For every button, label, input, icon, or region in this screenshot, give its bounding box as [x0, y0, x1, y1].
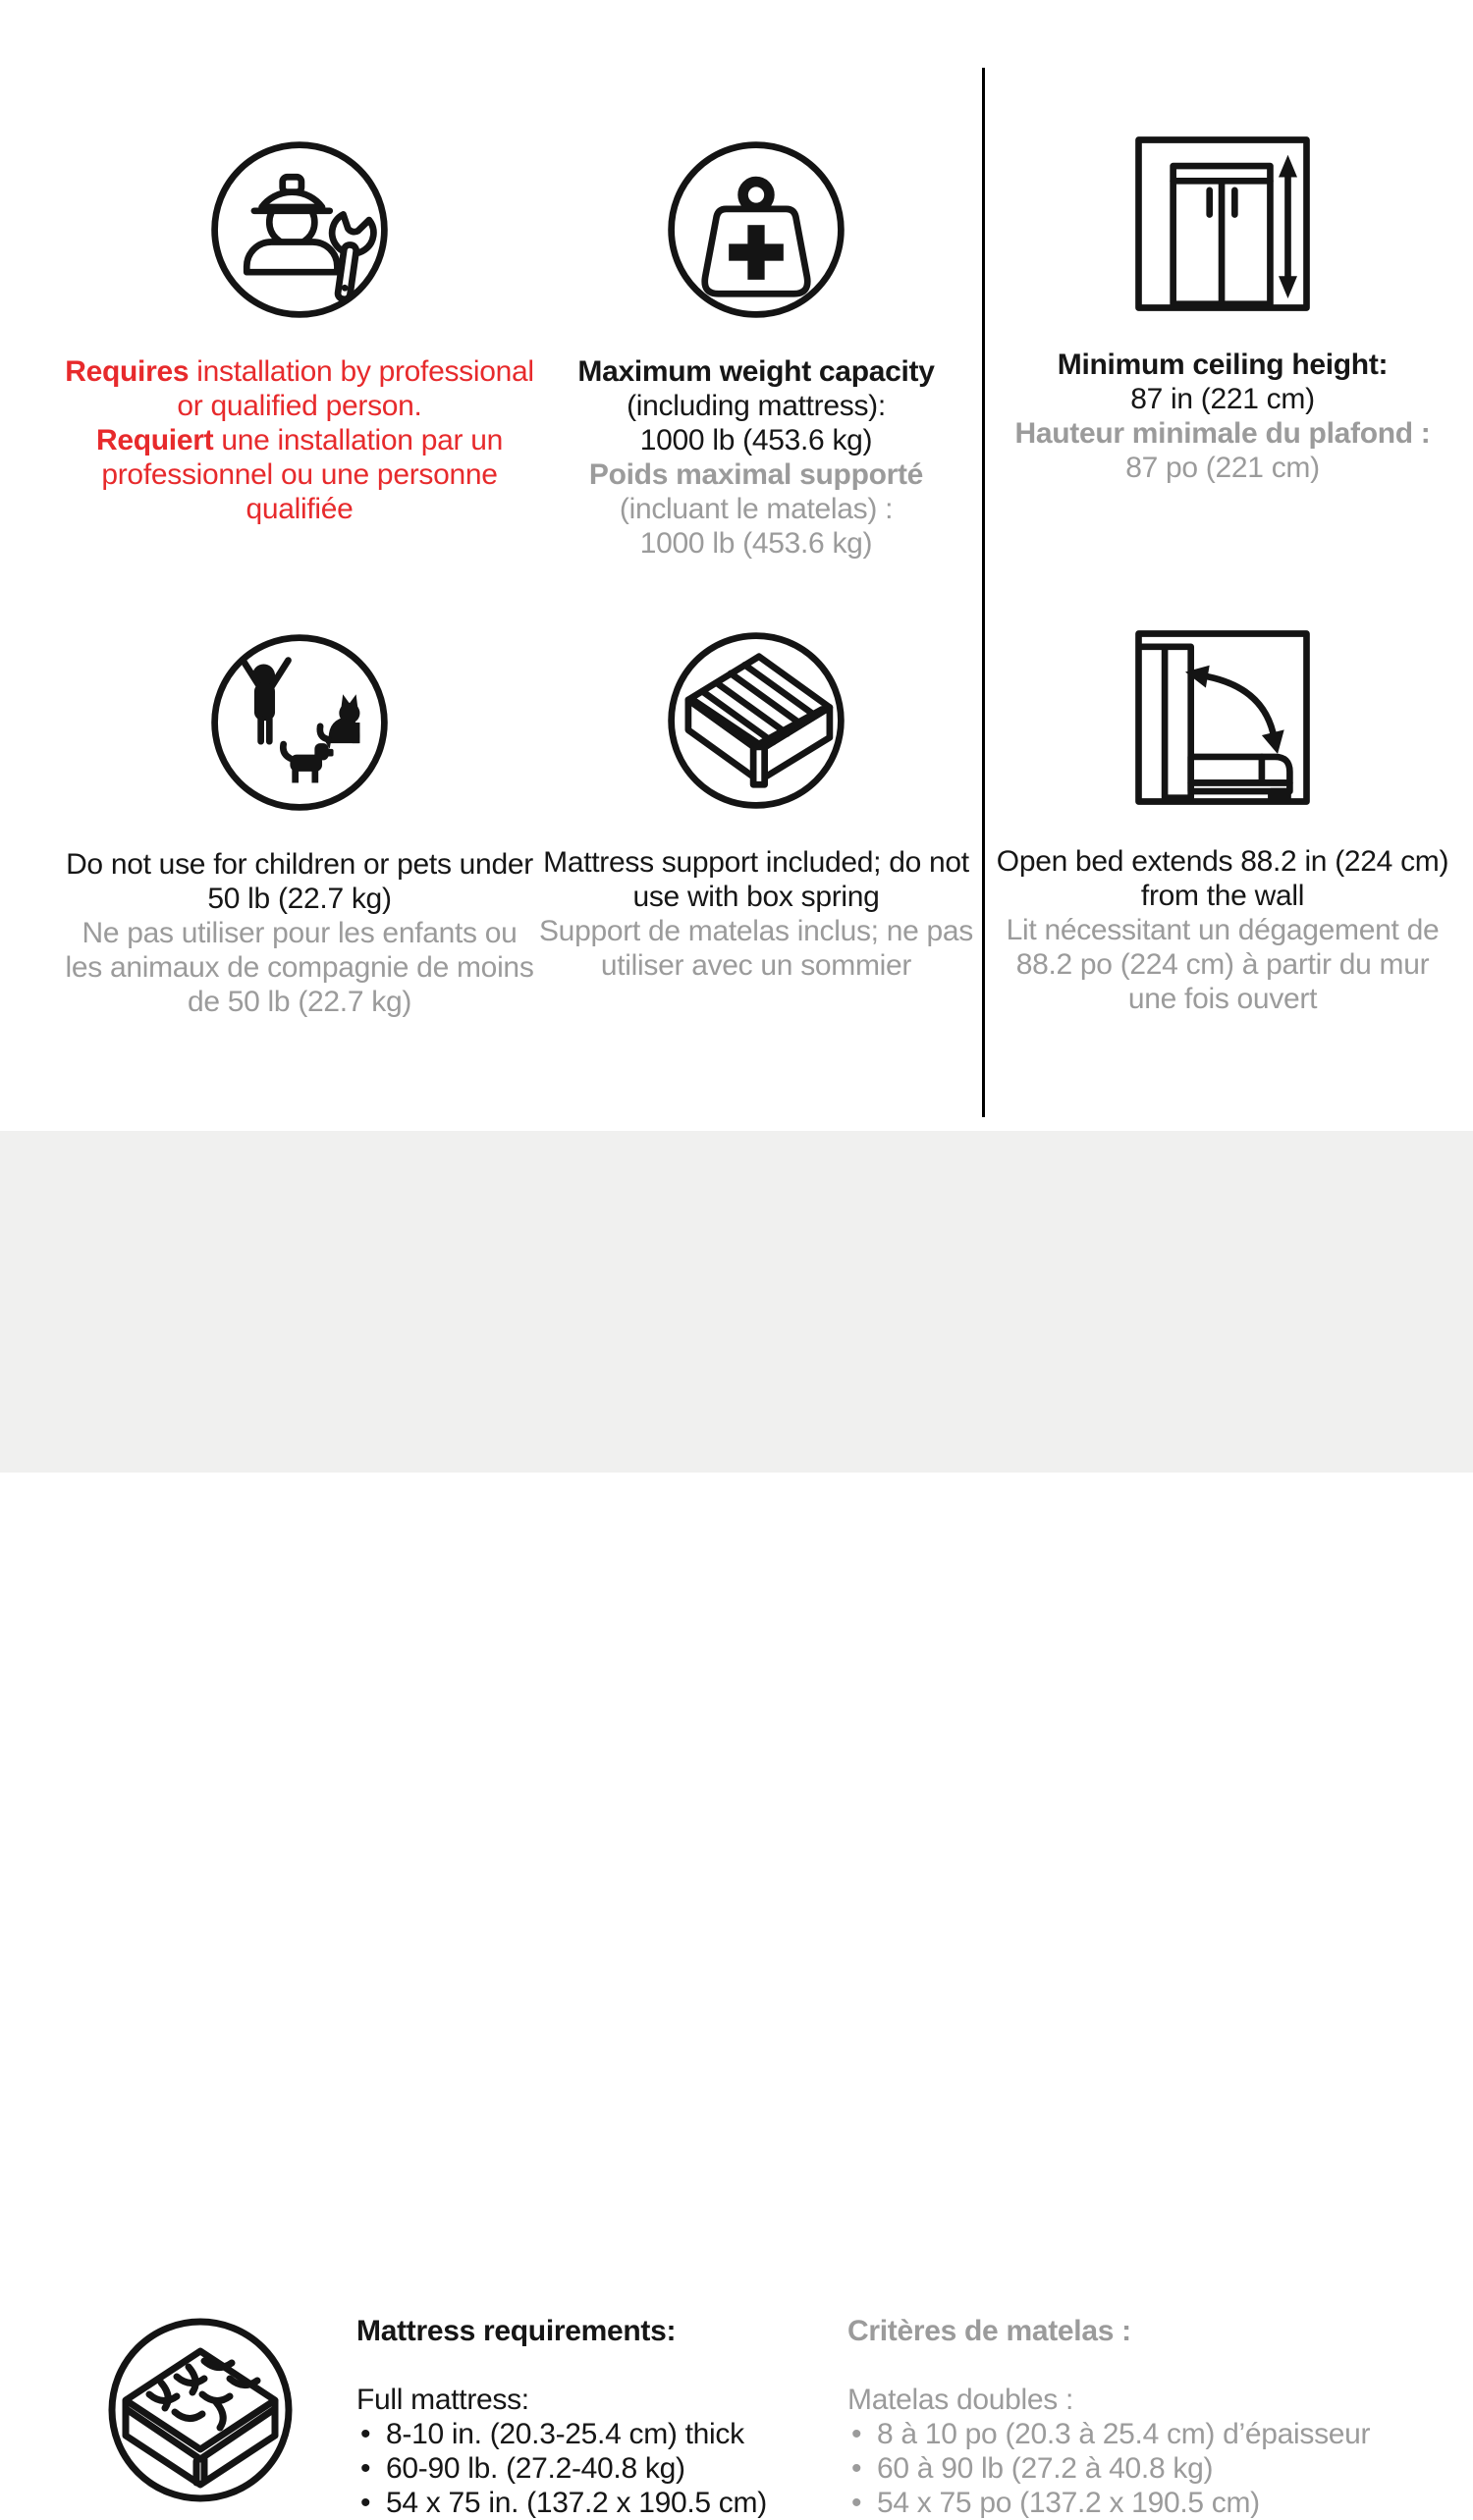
installation-text-fr — [61, 423, 538, 526]
bullet-text: 8-10 in. (20.3-25.4 cm) thick — [386, 2418, 744, 2450]
list-item — [847, 2486, 1370, 2520]
bullet-text: 8 à 10 po (20.3 à 25.4 cm) d’épaisseur — [877, 2418, 1371, 2450]
installer-icon-wrap — [61, 135, 538, 324]
installation-rest-en: installation by professional or qualified person. — [177, 355, 534, 422]
mattress-req-subheading-fr: Matelas doubles : — [847, 2384, 1074, 2416]
installation-lead-fr: Requiert — [96, 424, 214, 456]
mattress-req-subheading-en: Full mattress: — [356, 2384, 529, 2416]
height-arrow-icon — [1279, 155, 1297, 298]
info-block-installation — [61, 135, 538, 526]
ceiling-heading-en: Minimum ceiling height: — [1057, 349, 1389, 381]
bullet-text: 54 x 75 po (137.2 x 190.5 cm) — [877, 2487, 1260, 2519]
weight-heading-en: Maximum weight capacity — [577, 355, 935, 388]
mattress-req-list-en — [356, 2417, 767, 2520]
info-block-mattress-support — [538, 626, 974, 983]
weight-line2-fr: (incluant le matelas) : — [619, 493, 894, 525]
openbed-text-fr: Lit nécessitant un dégagement de 88.2 po (224 cm) à partir du mur une fois ouvert — [1006, 914, 1440, 1015]
ceiling-line2-fr: 87 po (221 cm) — [1125, 452, 1320, 484]
list-item — [356, 2486, 767, 2520]
mattress-support-icon — [662, 626, 850, 815]
children-text-fr: Ne pas utiliser pour les enfants ou les animaux de compagnie de moins de 50 lb (22.7 kg) — [65, 917, 534, 1018]
info-block-weight-capacity — [550, 135, 962, 561]
ceiling-heading-fr: Hauteur minimale du plafond : — [1014, 417, 1431, 450]
spacer — [847, 2348, 1370, 2383]
list-item — [847, 2417, 1370, 2451]
installation-lead-en: Requires — [65, 355, 190, 388]
ceiling-line2-en: 87 in (221 cm) — [1130, 383, 1315, 415]
ceiling-icon-wrap — [995, 131, 1450, 317]
mattress-requirements-fr — [847, 2314, 1370, 2520]
mattress-req-heading-fr: Critères de matelas : — [847, 2315, 1131, 2347]
spacer — [356, 2348, 767, 2383]
list-item — [847, 2451, 1370, 2486]
ceiling-height-icon — [1129, 131, 1316, 317]
cat-icon — [320, 694, 360, 743]
weight-heading-fr: Poids maximal supporté — [588, 458, 924, 491]
weight-line3-en: 1000 lb (453.6 kg) — [639, 424, 873, 456]
openbed-text-en: Open bed extends 88.2 in (224 cm) from the wall — [996, 845, 1449, 912]
dog-icon — [283, 737, 333, 782]
bullet-text: 60 à 90 lb (27.2 à 40.8 kg) — [877, 2452, 1214, 2485]
child-icon — [243, 661, 288, 742]
installation-text-en — [61, 354, 538, 423]
info-block-open-bed — [995, 624, 1450, 1016]
installation-rest-fr: une installation par un professionnel ou une personne qualifiée — [101, 424, 503, 525]
bullet-text: 54 x 75 in. (137.2 x 190.5 cm) — [386, 2487, 767, 2519]
mattress-icon-wrap — [102, 2312, 299, 2513]
weight-capacity-icon — [662, 135, 850, 324]
info-block-no-children-pets — [61, 628, 538, 1019]
openbed-icon-wrap — [995, 624, 1450, 811]
list-item — [356, 2417, 767, 2451]
vertical-divider — [982, 68, 985, 1117]
weight-line3-fr: 1000 lb (453.6 kg) — [639, 527, 873, 560]
support-text-fr: Support de matelas inclus; ne pas utiliser avec un sommier — [538, 915, 974, 982]
children-icon-wrap — [61, 628, 538, 817]
fold-down-arrow-icon — [1185, 666, 1284, 754]
weight-line2-en: (including mattress): — [627, 390, 886, 422]
mattress-icon — [102, 2312, 299, 2508]
mattress-req-heading-en: Mattress requirements: — [356, 2315, 677, 2347]
list-item — [356, 2451, 767, 2486]
mattress-req-list-fr — [847, 2417, 1370, 2520]
open-bed-icon — [1129, 624, 1316, 811]
mattress-requirements-en — [356, 2314, 767, 2520]
mattress-requirements-band — [0, 1131, 1473, 2519]
bullet-text: 60-90 lb. (27.2-40.8 kg) — [386, 2452, 685, 2485]
support-icon-wrap — [538, 626, 974, 815]
children-text-en: Do not use for children or pets under 50 lb (22.7 kg) — [66, 848, 533, 915]
installer-icon — [205, 135, 394, 324]
support-text-en: Mattress support included; do not use with box spring — [543, 846, 969, 913]
no-children-pets-icon — [205, 628, 394, 817]
weight-icon-wrap — [550, 135, 962, 324]
info-block-ceiling-height — [995, 131, 1450, 485]
